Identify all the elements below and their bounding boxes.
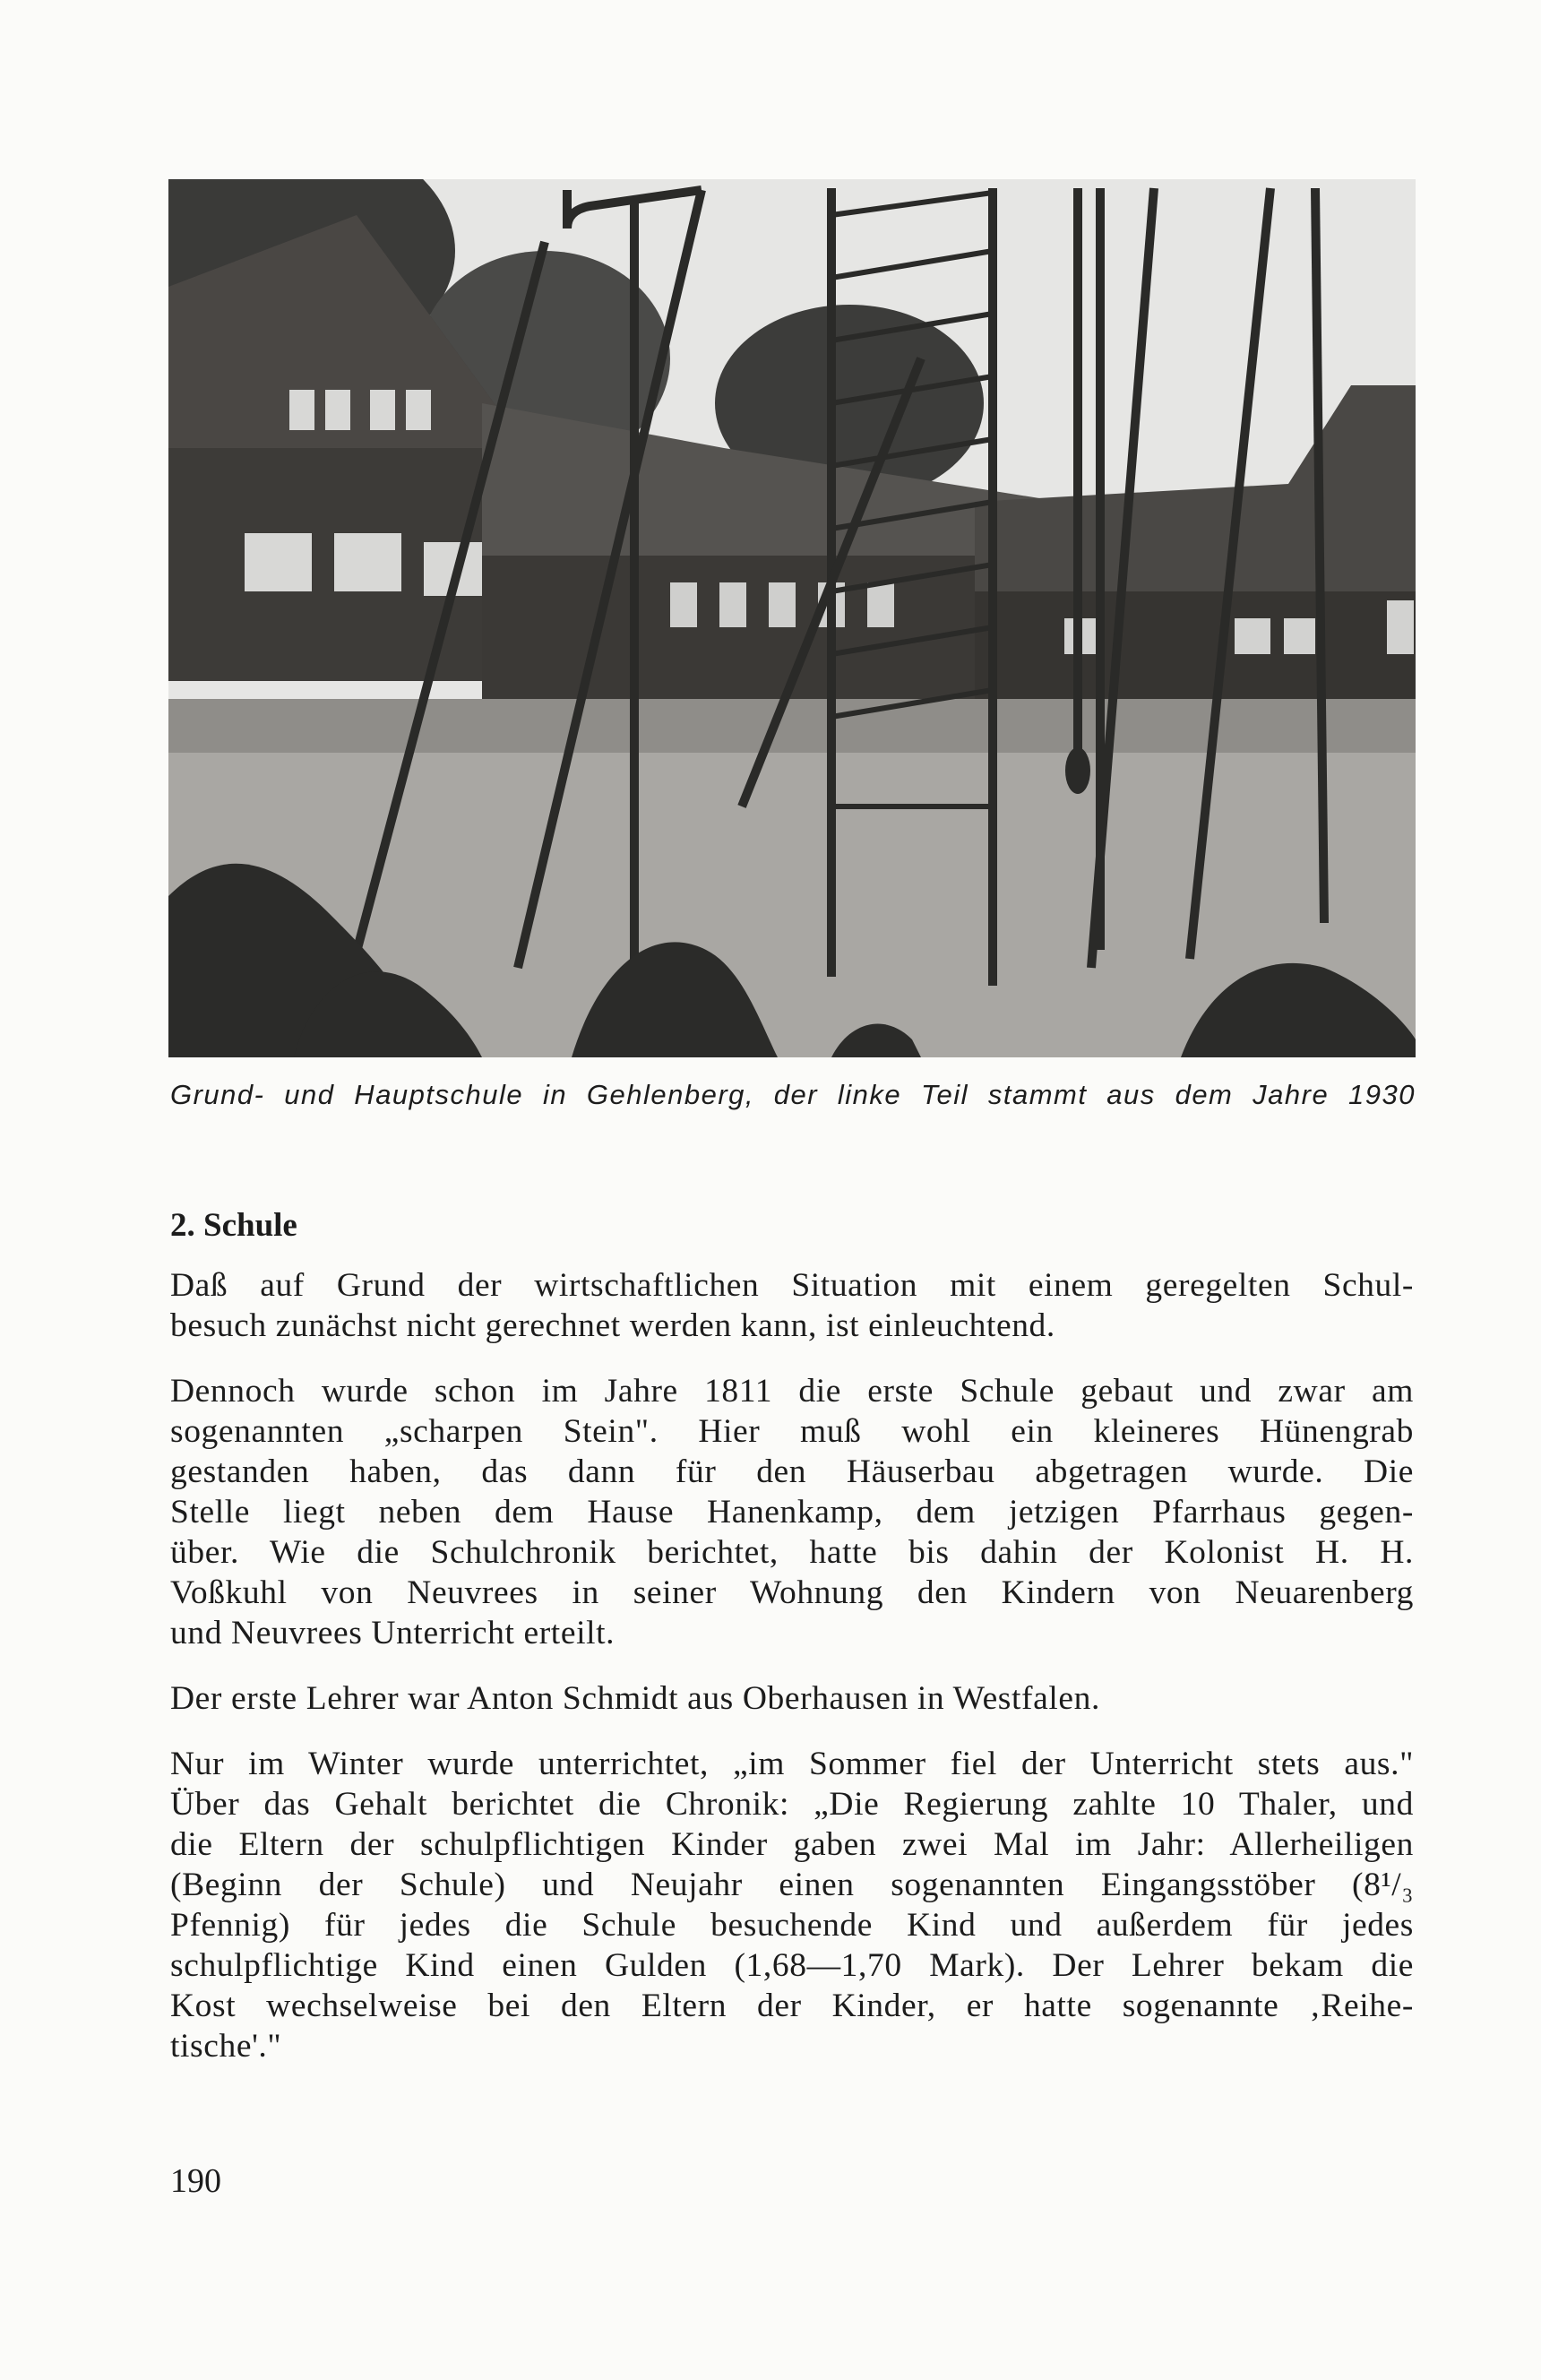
page-number: 190 bbox=[170, 2162, 221, 2200]
text-line: Über das Gehalt berichtet die Chronik: „Die Regierung zahlte 10 Thaler, und bbox=[170, 1786, 1414, 1823]
text-line: über. Wie die Schulchronik berichtet, hatte bis dahin der Kolonist H. H. bbox=[170, 1534, 1414, 1571]
photo-caption: Grund- und Hauptschule in Gehlenberg, der linke Teil stammt aus dem Jahre 1930 bbox=[170, 1079, 1416, 1110]
text-line: tische'." bbox=[170, 2028, 282, 2065]
text-line: Nur im Winter wurde unterrichtet, „im Sommer fiel der Unterricht stets aus." bbox=[170, 1746, 1414, 1782]
section-title: 2. Schule bbox=[170, 1207, 297, 1244]
schoolyard-photo-icon bbox=[168, 179, 1416, 1057]
school-photograph bbox=[168, 179, 1416, 1057]
text-line: (Beginn der Schule) und Neujahr einen sogenannten Eingangsstöber (8¹/₃ bbox=[170, 1867, 1414, 1903]
text-line: und Neuvrees Unterricht erteilt. bbox=[170, 1615, 616, 1651]
paragraph-1 bbox=[170, 1265, 1414, 1346]
text-line: Pfennig) für jedes die Schule besuchende Kind und außerdem für jedes bbox=[170, 1907, 1414, 1944]
text-line: gestanden haben, das dann für den Häuserbau abgetragen wurde. Die bbox=[170, 1453, 1414, 1490]
text-line: Kost wechselweise bei den Eltern der Kinder, er hatte sogenannte ‚Reihe- bbox=[170, 1988, 1414, 2024]
text-line: Voßkuhl von Neuvrees in seiner Wohnung den Kindern von Neuarenberg bbox=[170, 1574, 1414, 1611]
text-line: besuch zunächst nicht gerechnet werden kann, ist einleuchtend. bbox=[170, 1307, 1055, 1344]
paragraph-3 bbox=[170, 1678, 1414, 1719]
text-line: Daß auf Grund der wirtschaftlichen Situation mit einem geregelten Schul- bbox=[170, 1267, 1414, 1304]
body-text bbox=[170, 1265, 1414, 2091]
paragraph-4 bbox=[170, 1744, 1414, 2066]
text-line: Der erste Lehrer war Anton Schmidt aus Oberhausen in Westfalen. bbox=[170, 1680, 1100, 1717]
text-line: Dennoch wurde schon im Jahre 1811 die erste Schule gebaut und zwar am bbox=[170, 1373, 1414, 1410]
text-line: sogenannten „scharpen Stein". Hier muß wohl ein kleineres Hünengrab bbox=[170, 1413, 1414, 1450]
text-line: die Eltern der schulpflichtigen Kinder gaben zwei Mal im Jahr: Allerheiligen bbox=[170, 1826, 1414, 1863]
paragraph-2 bbox=[170, 1371, 1414, 1653]
text-line: schulpflichtige Kind einen Gulden (1,68—1,70 Mark). Der Lehrer bekam die bbox=[170, 1947, 1414, 1984]
text-line: Stelle liegt neben dem Hause Hanenkamp, dem jetzigen Pfarrhaus gegen- bbox=[170, 1494, 1414, 1531]
